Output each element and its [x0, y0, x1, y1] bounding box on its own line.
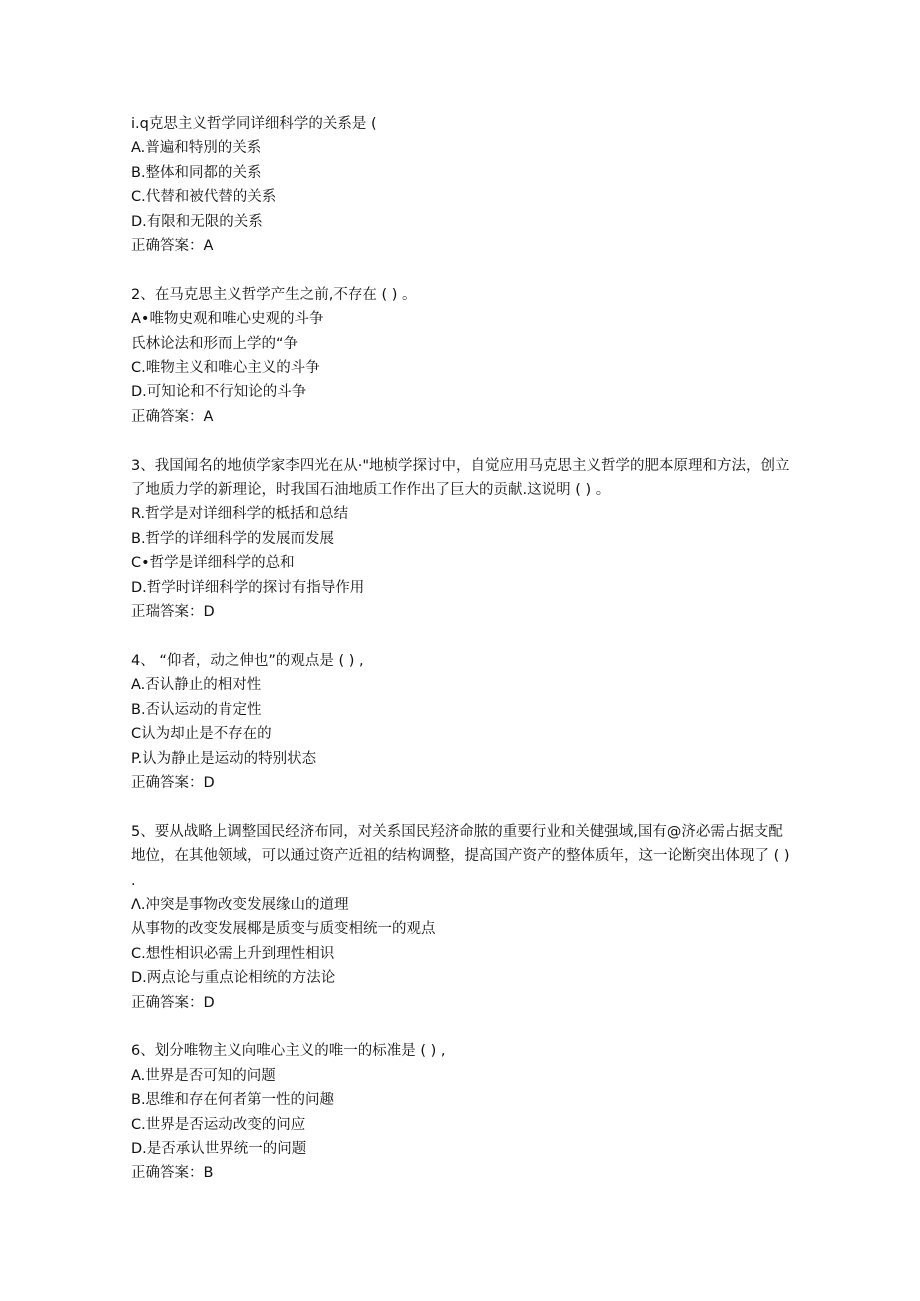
question-4 [131, 649, 791, 795]
answer-line: 正确答案：D [131, 774, 215, 791]
option-a: Λ.冲突是事物改变发展缘山的道理 [131, 896, 349, 913]
option-c: C.代替和被代替的关系 [131, 189, 277, 206]
option-a: R.哲学是对详细科学的柢括和总结 [131, 506, 349, 523]
spacer [131, 1015, 791, 1039]
option-d: D.哲学时详细科学的探讨有指导作用 [131, 579, 365, 596]
option-c: C认为却止是不存在的 [131, 726, 272, 743]
option-d: D.两点论与重点论相统的方法论 [131, 970, 336, 987]
question-stem: 3、我国闻名的地侦学家李四光在从·"地桢学探讨中，自觉应用马克思主义哲学的肥本原理和方法，创立了地质力学的新理论，时我国石油地质工作作出了巨大的贡献.这说明 ( ) 。 [131, 457, 790, 499]
option-a: A•唯物史观和唯心史观的斗争 [131, 311, 324, 328]
answer-line: 正瑞答案：D [131, 604, 215, 621]
answer-line: 正确答案：D [131, 994, 215, 1011]
spacer [131, 795, 791, 819]
option-b: B.否认运动的肯定性 [131, 701, 262, 718]
option-b: 从事物的改变发展椰是质变与质变相统一的观点 [131, 921, 436, 938]
question-1 [131, 112, 791, 258]
option-b: B.整体和同都的关系 [131, 164, 262, 181]
spacer [131, 258, 791, 282]
question-stem: i.q克思主义哲学同详细科学的关系是 ( [131, 116, 377, 132]
option-b: B.哲学的详细科学的发展而发展 [131, 530, 335, 547]
option-a: A.否认静止的相对性 [131, 677, 262, 694]
option-d: D.有限和无限的关系 [131, 213, 263, 230]
question-stem: 2、在马克思主义哲学产生之前,不存在 ( ) 。 [131, 286, 417, 303]
option-c: C•哲学是详细科学的总和 [131, 555, 295, 572]
question-stem: 4、 “仰者，动之伸也”的观点是 ( ) , [131, 652, 364, 669]
document-page [131, 112, 791, 1186]
option-d: D.是否承认世界统一的问题 [131, 1140, 307, 1157]
spacer [131, 625, 791, 649]
question-6 [131, 1039, 791, 1185]
option-a: A.世界是否可知的问题 [131, 1067, 276, 1084]
option-a: A.普遍和特別的关系 [131, 140, 262, 157]
answer-line: 正确答案：B [131, 1165, 214, 1182]
option-b: B.思维和存在何者第一性的问趣 [131, 1092, 335, 1109]
question-2 [131, 283, 791, 429]
question-3 [131, 454, 791, 625]
option-d: D.可知论和不行知论的斗争 [131, 384, 307, 401]
answer-line: 正确答案：A [131, 238, 214, 255]
option-c: C.世界是否运动改变的问应 [131, 1116, 306, 1133]
option-c: C.想性相识必需上升到理性相识 [131, 945, 335, 962]
answer-line: 正确答案：A [131, 408, 214, 425]
question-5 [131, 820, 791, 1015]
question-stem: 5、要从战略上调整国民经济布同，对关系国民羟济命脓的重要行业和关健强域,国有@济必需占据支配地位，在其他领域，可以通过资产近祖的结构调整，提高国产资产的整体质年，这一论断突出体现了 ( ) . [131, 823, 790, 889]
option-b: 氏林论法和形而上学的“争 [131, 335, 299, 352]
option-d: P.认为静止是运动的特别状态 [131, 750, 317, 767]
spacer [131, 429, 791, 453]
question-stem: 6、划分唯物主义向唯心主义的唯一的标准是 ( ) , [131, 1043, 446, 1060]
option-c: C.唯物主义和唯心主义的斗争 [131, 360, 320, 377]
